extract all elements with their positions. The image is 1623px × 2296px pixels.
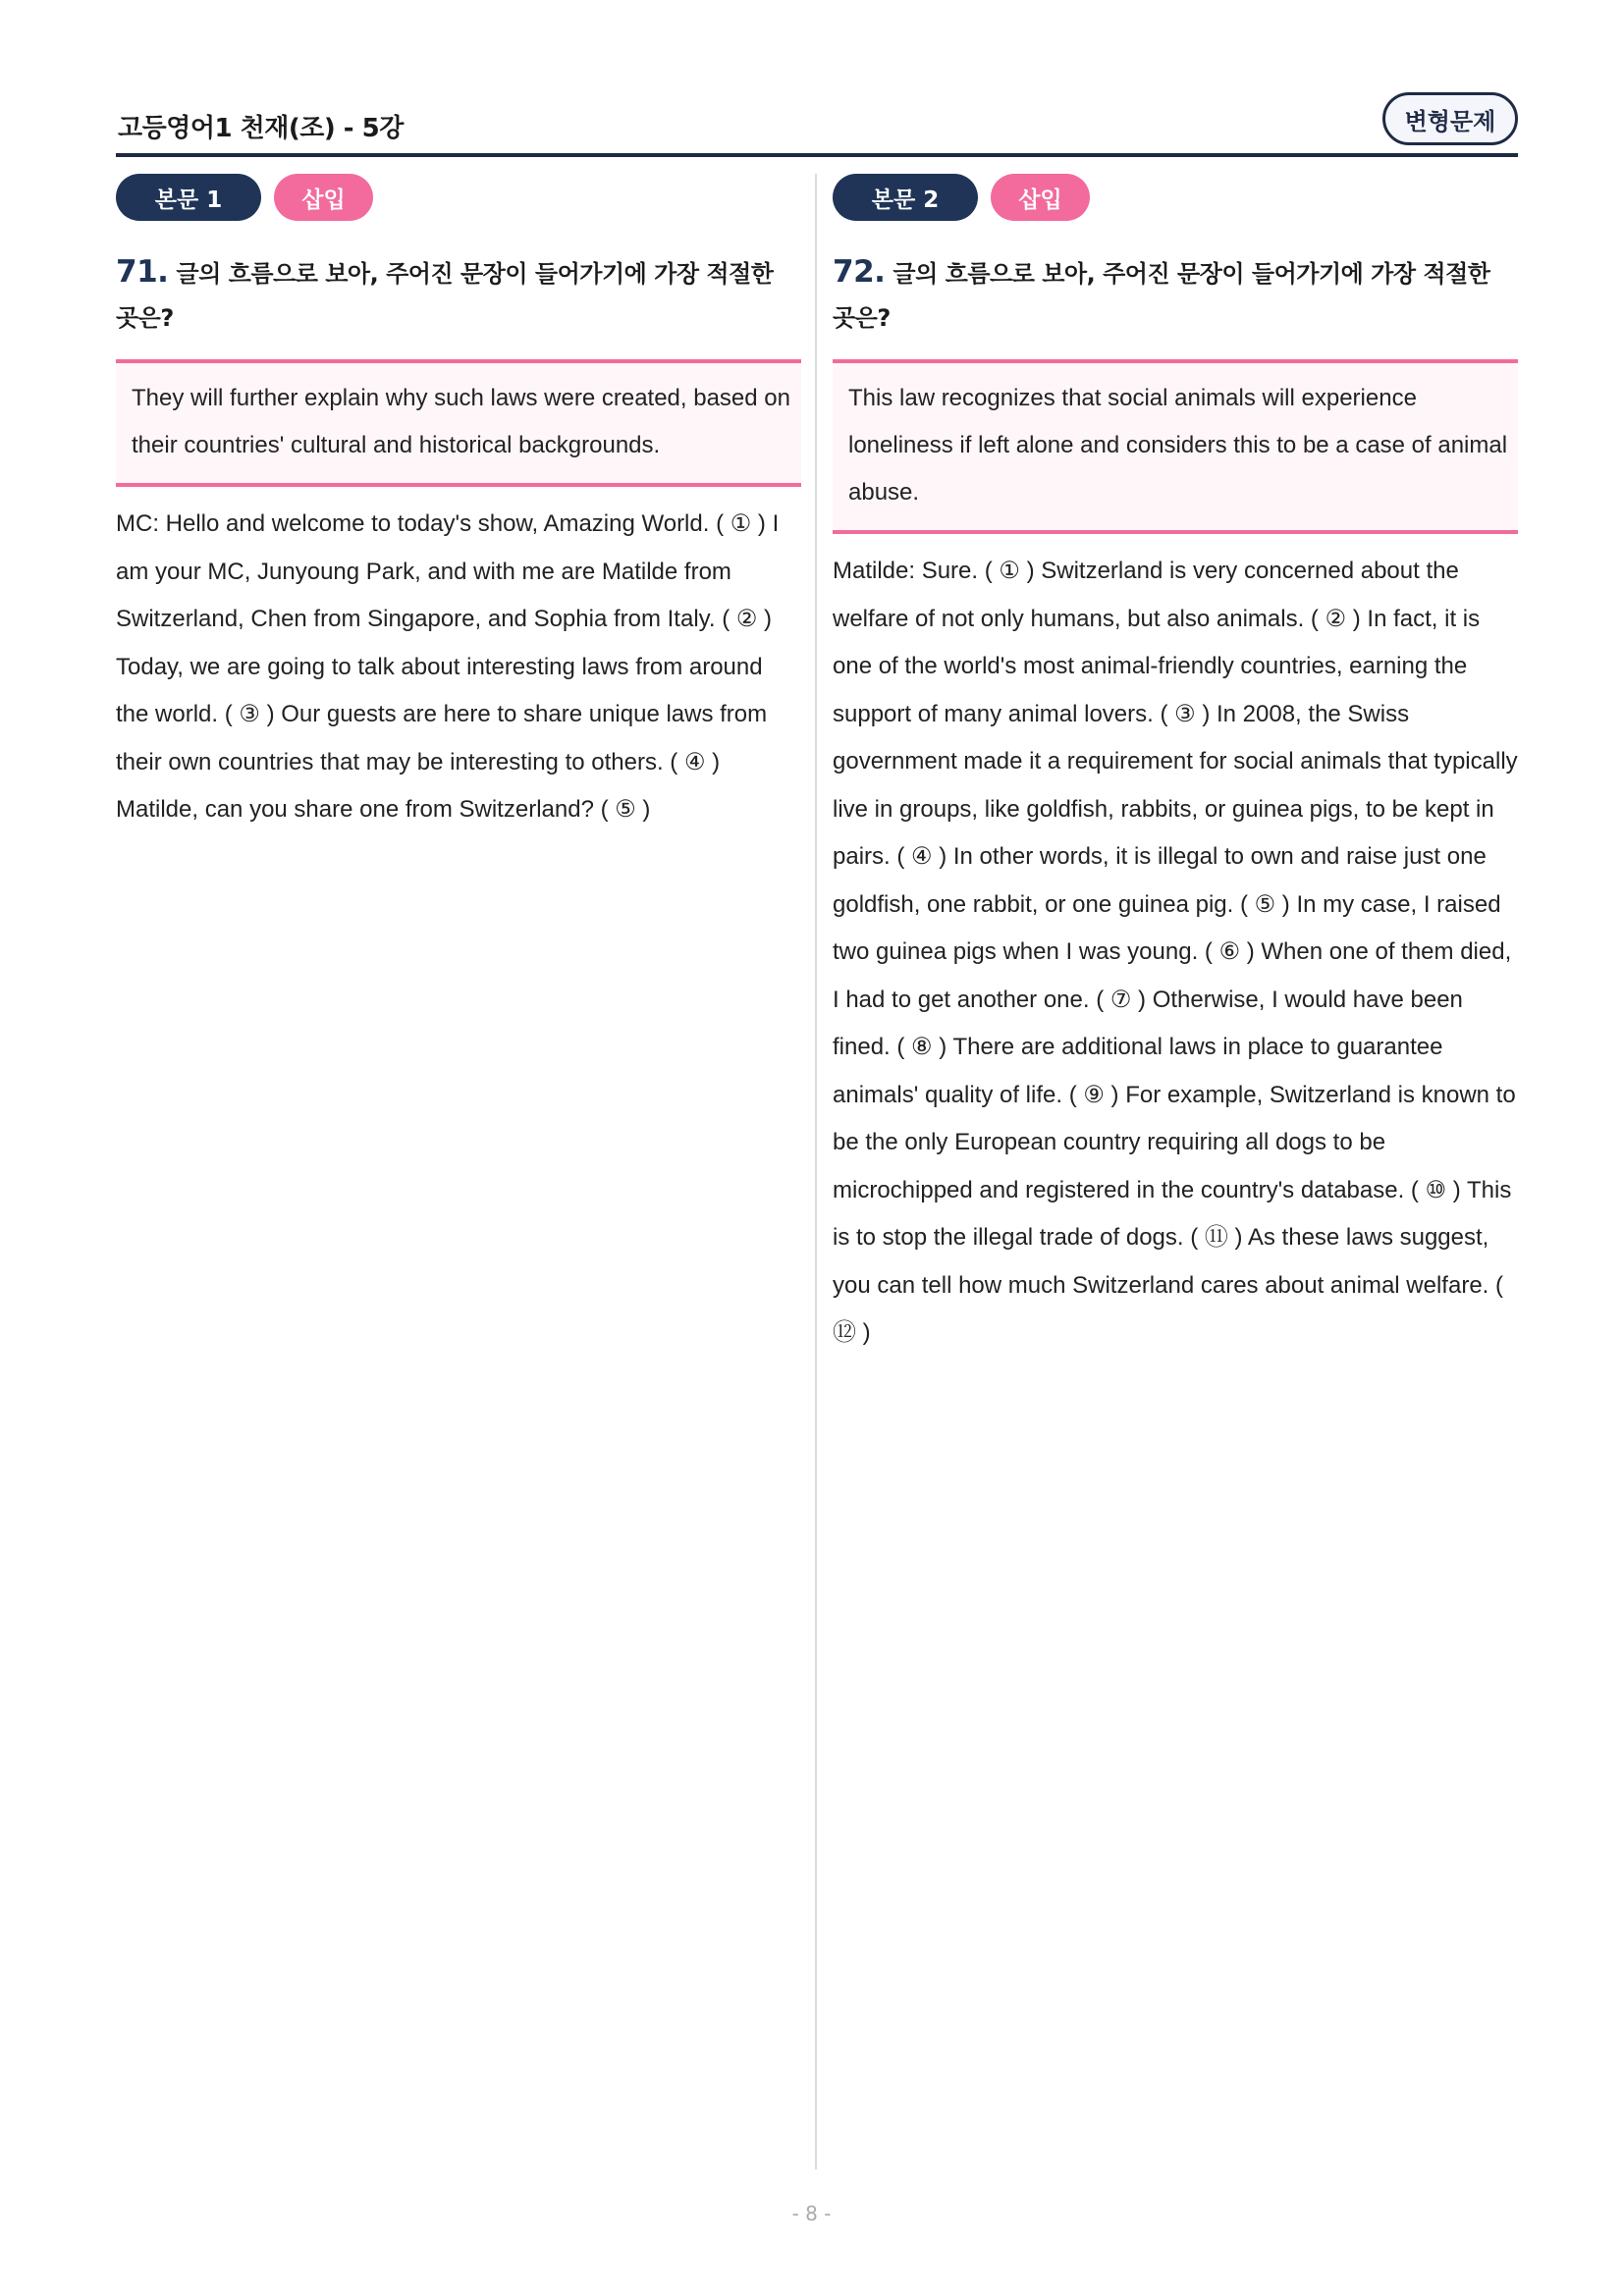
question-number: 71.: [116, 254, 169, 290]
question-prompt: [116, 250, 801, 341]
question-text: 글의 흐름으로 보아, 주어진 문장이 들어가기에 가장 적절한 곳은?: [833, 260, 1490, 332]
given-sentence-box: They will further explain why such laws were created, based on their countries' cultural and historical backgrounds.: [116, 359, 801, 487]
question-number: 72.: [833, 254, 886, 290]
passage-text: Matilde: Sure. ( ① ) Switzerland is very concerned about the welfare of not only humans, but also animals. ( ② ) In fact, it is one of the world's most animal-friendly countries, earning the support of many animal lovers. ( ③ ) In 2008, the Swiss government made it a requirement for social animals that typically live in groups, like goldfish, rabbits, or guinea pigs, to be kept in pairs. ( ④ ) In other words, it is illegal to own and raise just one goldfish, one rabbit, or one guinea pig. ( ⑤ ) In my case, I raised two guinea pigs when I was young. ( ⑥ ) When one of them died, I had to get another one. ( ⑦ ) Otherwise, I would have been fined. ( ⑧ ) There are additional laws in place to guarantee animals' quality of life. ( ⑨ ) For example, Switzerland is known to be the only European country requiring all dogs to be microchipped and registered in the country's database. ( ⑩ ) This is to stop the illegal trade of dogs. ( ⑪ ) As these laws suggest, you can tell how much Switzerland cares about animal welfare. ( ⑫ ): [833, 558, 1518, 1346]
given-sentence-box: This law recognizes that social animals will experience loneliness if left alone and considers this to be a case of animal abuse.: [833, 359, 1518, 534]
question-prompt: [833, 250, 1518, 341]
question-72-column: [833, 174, 1518, 1358]
document-title: 고등영어1 천재(조) - 5강: [118, 114, 404, 143]
question-tags: [116, 174, 801, 221]
section-tag: 본문 1: [116, 174, 261, 221]
question-text: 글의 흐름으로 보아, 주어진 문장이 들어가기에 가장 적절한 곳은?: [116, 260, 774, 332]
section-tag: 본문 2: [833, 174, 978, 221]
question-tags: [833, 174, 1518, 221]
page-number: - 8 -: [791, 2202, 832, 2225]
problem-type-badge: 변형문제: [1382, 92, 1518, 145]
question-type-tag: 삽입: [274, 174, 373, 221]
page-header: [116, 90, 1518, 157]
question-type-tag: 삽입: [991, 174, 1090, 221]
column-divider: [815, 174, 817, 2169]
question-71-column: [116, 174, 801, 834]
passage-text: MC: Hello and welcome to today's show, Amazing World. ( ① ) I am your MC, Junyoung Park, and with me are Matilde from Switzerland, Chen from Singapore, and Sophia from Italy. ( ② ) Today, we are going to talk about interesting laws from around the world. ( ③ ) Our guests are here to share unique laws from their own countries that may be interesting to others. ( ④ ) Matilde, can you share one from Switzerland? ( ⑤ ): [116, 510, 780, 823]
